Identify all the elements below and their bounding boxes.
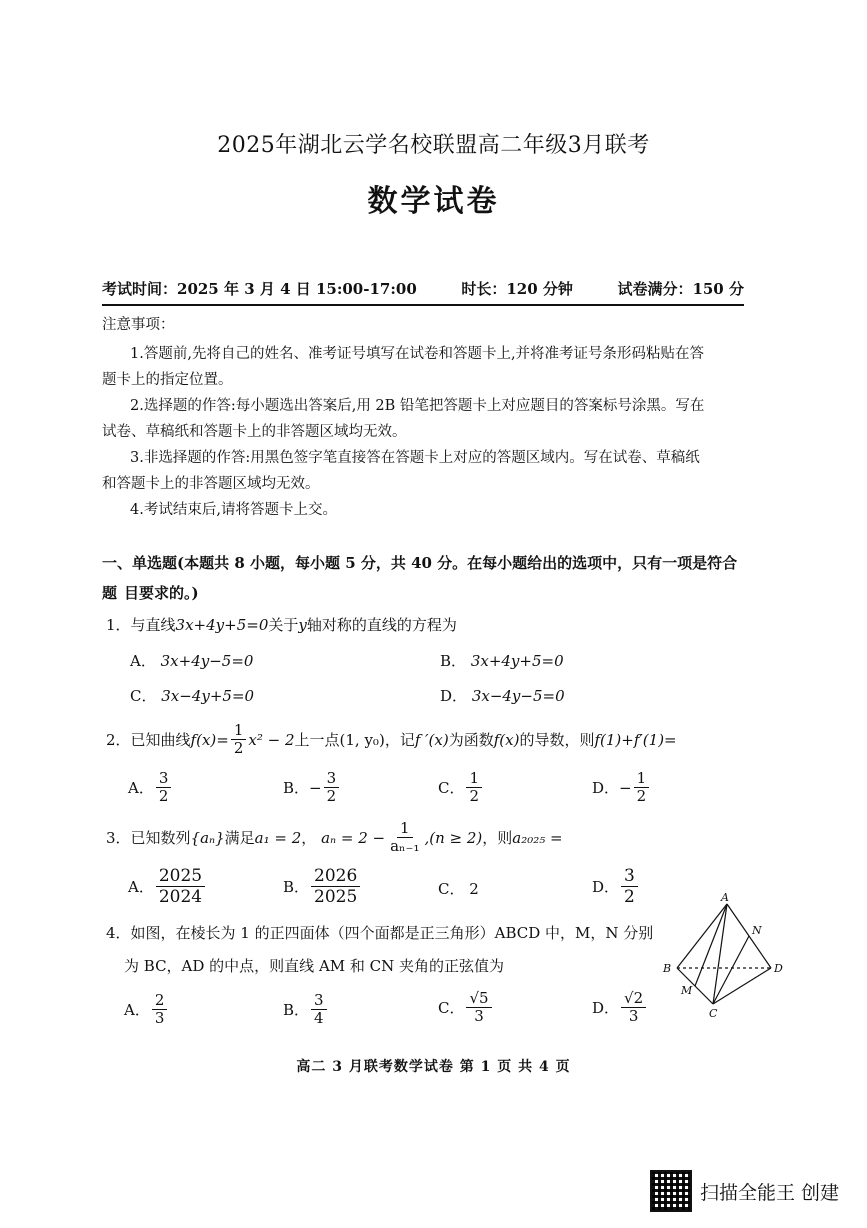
q2-option-d[interactable]: D． − $\frac{1}{2}$ bbox=[592, 770, 651, 805]
notice-item: 3.非选择题的作答:用黑色签字笔直接答在答题卡上对应的答题区域内。写在试卷、草稿纸 bbox=[130, 450, 700, 466]
q1-option-c[interactable]: C． 3x−4y+5=0 bbox=[130, 687, 255, 705]
question-4-line-2: 为 BC，AD 的中点，则直线 AM 和 CN 夹角的正弦值为 bbox=[124, 957, 505, 975]
q4-option-d[interactable]: D． $\frac{√2}{3}$ bbox=[592, 990, 648, 1025]
label-m: M bbox=[681, 984, 693, 997]
q1-option-d[interactable]: D． 3x−4y−5=0 bbox=[440, 687, 565, 705]
segment-am bbox=[695, 904, 727, 986]
label-n: N bbox=[752, 924, 762, 937]
exam-time: 考试时间：2025 年 3 月 4 日 15:00-17:00 bbox=[102, 280, 417, 298]
question-4-line-1: 4．如图，在棱长为 1 的正四面体（四个面都是正三角形）ABCD 中，M，N 分别 bbox=[106, 924, 654, 942]
exam-title: 2025年湖北云学名校联盟高二年级3月联考 bbox=[217, 133, 650, 158]
label-b: B bbox=[663, 962, 672, 975]
notice-item: 4.考试结束后,请将答题卡上交。 bbox=[130, 502, 337, 518]
q4-option-c[interactable]: C． $\frac{√5}{3}$ bbox=[438, 990, 494, 1025]
q3-option-a[interactable]: A． $\frac{2025}{2024}$ bbox=[128, 866, 207, 907]
q1-option-a[interactable]: A． 3x+4y−5=0 bbox=[130, 652, 254, 670]
exam-duration: 时长：120 分钟 bbox=[461, 280, 573, 298]
question-3-stem: 3．已知数列 {aₙ} 满足 a₁ = 2 ， aₙ = 2 − $\frac{1}{\text{aₙ₋₁}}$ ,(n ≥ 2) ，则 a₂₀₂₅ = bbox=[106, 819, 563, 855]
notice-title: 注意事项： bbox=[102, 317, 175, 333]
subject-title: 数学试卷 bbox=[367, 184, 500, 219]
watermark-text: 扫描全能王 创建 bbox=[700, 1181, 840, 1204]
label-d: D bbox=[774, 962, 783, 975]
page-footer: 高二 3 月联考数学试卷 第 1 页 共 4 页 bbox=[296, 1059, 571, 1075]
q2-option-b[interactable]: B． − $\frac{3}{2}$ bbox=[283, 770, 341, 805]
q3-option-c[interactable]: C． 2 bbox=[438, 880, 479, 898]
q1-option-b[interactable]: B． 3x+4y+5=0 bbox=[440, 652, 564, 670]
edge-cd bbox=[713, 968, 771, 1004]
label-c: C bbox=[709, 1007, 718, 1020]
tetrahedron-figure bbox=[655, 890, 790, 1020]
notice-item: 1.答题前,先将自己的姓名、准考证号填写在试卷和答题卡上,并将准考证号条形码粘贴在答 bbox=[130, 346, 705, 362]
q1-text: 轴对称的直线的方程为 bbox=[306, 616, 457, 634]
question-1-stem bbox=[106, 614, 457, 635]
notice-item: 试卷、草稿纸和答题卡上的非答题区域均无效。 bbox=[102, 424, 407, 440]
q3-option-b[interactable]: B． $\frac{2026}{2025}$ bbox=[283, 866, 362, 907]
exam-info-bar bbox=[102, 278, 744, 306]
q2-option-c[interactable]: C． $\frac{1}{2}$ bbox=[438, 770, 484, 805]
q4-option-b[interactable]: B． $\frac{3}{4}$ bbox=[283, 992, 329, 1027]
label-a: A bbox=[721, 891, 729, 904]
q1-text: 1．与直线 bbox=[106, 616, 176, 634]
question-2-stem: 2．已知曲线 f(x)= $\frac{1}{2}$ x² − 2 上一点 (1, y₀) ，记 f ′(x) 为函数 f(x) 的导数，则 f(1)+f′(1)= bbox=[106, 721, 677, 757]
q4-option-a[interactable]: A． $\frac{2}{3}$ bbox=[124, 992, 169, 1027]
scanner-watermark bbox=[650, 1170, 839, 1212]
section-heading: 一、单选题(本题共 8 小题，每小题 5 分，共 40 分。在每小题给出的选项中，只有一项是符合题 bbox=[102, 554, 738, 602]
notice-item: 2.选择题的作答:每小题选出答案后,用 2B 铅笔把答题卡上对应题目的答案标号涂黑。写在 bbox=[130, 398, 705, 414]
qr-code-icon bbox=[650, 1170, 692, 1212]
q1-axis: y bbox=[298, 616, 307, 634]
q1-text: 关于 bbox=[268, 616, 299, 634]
q1-equation: 3x+4y+5=0 bbox=[175, 616, 269, 634]
q2-option-a[interactable]: A． $\frac{3}{2}$ bbox=[128, 770, 173, 805]
segment-cn bbox=[713, 936, 749, 1004]
exam-score: 试卷满分：150 分 bbox=[617, 280, 744, 298]
notice-item: 和答题卡上的非答题区域均无效。 bbox=[102, 476, 320, 492]
notice-item: 题卡上的指定位置。 bbox=[102, 372, 233, 388]
section-heading-cont: 目要求的。) bbox=[124, 584, 199, 602]
q3-option-d[interactable]: D． $\frac{3}{2}$ bbox=[592, 866, 640, 907]
